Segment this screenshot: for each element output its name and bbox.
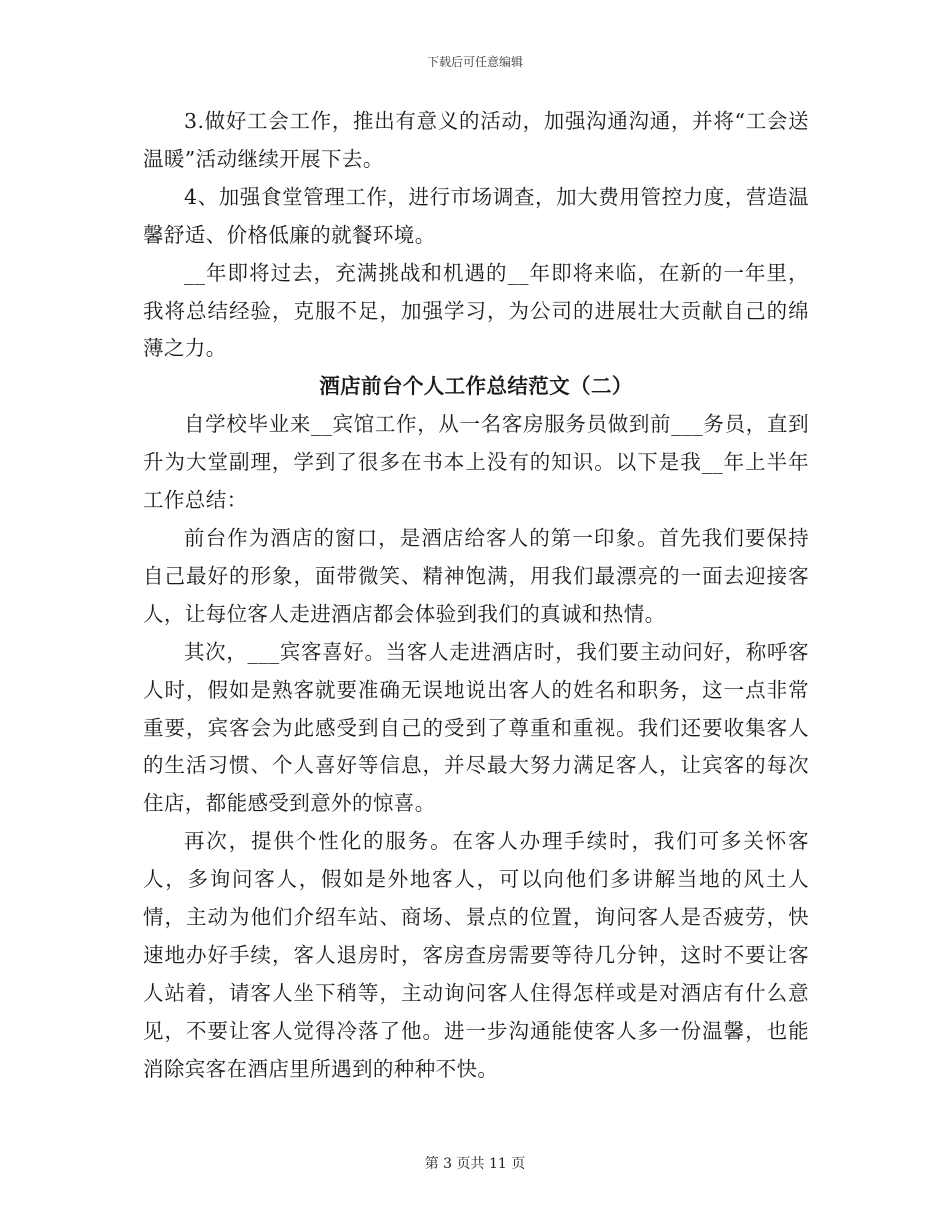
page-header-note: 下载后可任意编辑 (426, 55, 523, 69)
paragraph-guest-preferences: 其次，___宾客喜好。当客人走进酒店时，我们要主动问好，称呼客人时，假如是熟客就要准确无误地说出客人的姓名和职务，这一点非常重要，宾客会为此感受到自己的受到了尊重和重视。我们还要收集客人的生活习惯、个人喜好等信息，并尽最大努力满足客人，让宾客的每次住店，都能感受到意外的惊喜。 (143, 639, 809, 816)
paragraph-closing: __年即将过去，充满挑战和机遇的__年即将来临，在新的一年里，我将总结经验，克服不足，加强学习，为公司的进展壮大贡献自己的绵薄之力。 (143, 260, 809, 361)
paragraph-first-impression: 前台作为酒店的窗口，是酒店给客人的第一印象。首先我们要保持自己最好的形象，面带微笑、精神饱满，用我们最漂亮的一面去迎接客人，让每位客人走进酒店都会体验到我们的真诚和热情。 (143, 525, 809, 626)
page-number: 第 3 页共 11 页 (424, 1156, 526, 1172)
paragraph-item-3: 3.做好工会工作，推出有意义的活动，加强沟通沟通，并将“工会送温暖”活动继续开展下去。 (143, 109, 809, 171)
paragraph-personalized-service: 再次，提供个性化的服务。在客人办理手续时，我们可多关怀客人，多询问客人，假如是外地客人，可以向他们多讲解当地的风土人情，主动为他们介绍车站、商场、景点的位置，询问客人是否疲劳，快速地办好手续，客人退房时，客房查房需要等待几分钟，这时不要让客人站着，请客人坐下稍等，主动询问客人住得怎样或是对酒店有什么意见，不要让客人觉得冷落了他。进一步沟通能使客人多一份温馨，也能消除宾客在酒店里所遇到的种种不快。 (143, 829, 809, 1081)
section-title: 酒店前台个人工作总结范文（二） (319, 374, 633, 399)
paragraph-item-4: 4、加强食堂管理工作，进行市场调查，加大费用管控力度，营造温馨舒适、价格低廉的就餐环境。 (143, 184, 809, 247)
paragraph-intro: 自学校毕业来__宾馆工作，从一名客房服务员做到前___务员，直到升为大堂副理，学到了很多在书本上没有的知识。以下是我__年上半年工作总结： (143, 412, 809, 513)
document-body (143, 103, 809, 1089)
